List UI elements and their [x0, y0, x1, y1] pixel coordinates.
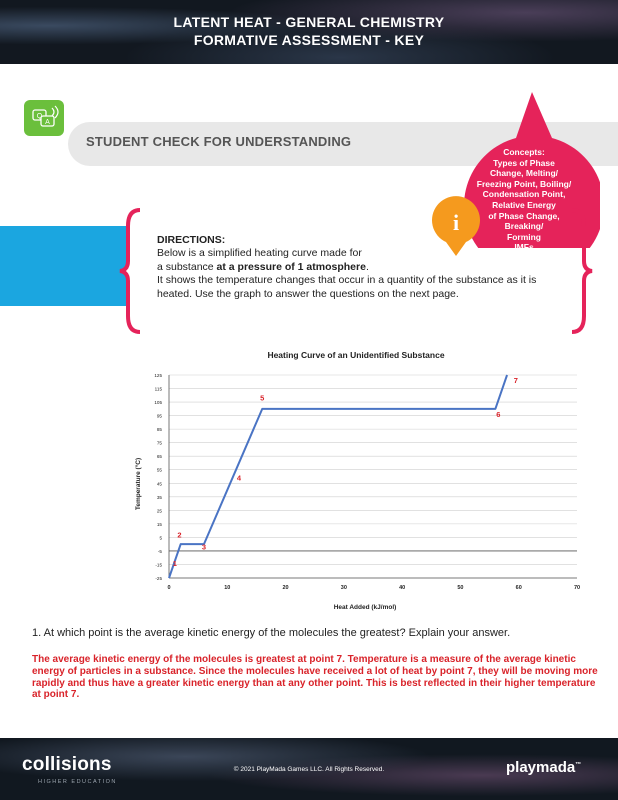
- heating-curve-chart: [128, 342, 588, 624]
- answer-1: The average kinetic energy of the molecules is greatest at point 7. Temperature is a measure of the average kinetic energy of particles in a substance. Since the molecules have received a lot of heat by point 7, they will be moving more rapidly and thus have a greater kinetic energy than at any other point. This is best reflected in their higher temperature at point 7.: [32, 654, 598, 701]
- y-tick-label: 55: [156, 467, 162, 473]
- playmada-text: playmada: [506, 759, 576, 776]
- y-tick-label: 85: [156, 427, 162, 433]
- qa-chat-icon: [24, 100, 64, 136]
- chart-y-ticks: [154, 373, 162, 581]
- header-title-line2: FORMATIVE ASSESSMENT - KEY: [193, 32, 425, 48]
- qa-q-glyph: Q: [36, 113, 43, 120]
- directions-heading: DIRECTIONS:: [157, 234, 226, 246]
- y-tick-label: 15: [156, 521, 162, 527]
- copyright: © 2021 PlayMada Games LLC. All Rights Reserved.: [233, 766, 385, 773]
- y-tick-label: -15: [155, 562, 162, 568]
- y-tick-label: 25: [156, 508, 162, 514]
- point-label: 6: [496, 409, 501, 419]
- y-tick-label: -25: [155, 576, 162, 581]
- point-label: 3: [201, 542, 207, 552]
- y-tick-label: 105: [154, 400, 162, 406]
- section-title: STUDENT CHECK FOR UNDERSTANDING: [86, 134, 352, 149]
- concepts-line: Relative Energy: [492, 199, 556, 210]
- point-label: 2: [177, 530, 182, 540]
- y-tick-label: 75: [156, 440, 162, 446]
- x-tick-label: 20: [282, 585, 289, 591]
- playmada-tm: ™: [575, 762, 582, 768]
- y-tick-label: 125: [154, 373, 162, 378]
- chart-x-ticks: [167, 585, 580, 591]
- x-tick-label: 30: [340, 585, 347, 591]
- chart-y-label: Temperature (°C): [135, 457, 142, 511]
- collisions-logo: collisions: [22, 754, 112, 775]
- chart-series: [169, 375, 507, 578]
- x-tick-label: 70: [573, 585, 581, 591]
- point-label: 4: [236, 473, 242, 483]
- directions-line2: [157, 261, 557, 274]
- concepts-line: Breaking/: [504, 221, 544, 232]
- x-tick-label: 40: [399, 585, 406, 591]
- concepts-line: IMFs: [514, 242, 534, 253]
- y-tick-label: 65: [156, 454, 162, 460]
- point-label: 7: [513, 376, 518, 386]
- playmada-logo: [506, 759, 581, 776]
- left-brace: [118, 206, 148, 336]
- x-tick-label: 50: [457, 585, 464, 591]
- concepts-line: Concepts:: [503, 147, 545, 157]
- directions-line3: It shows the temperature changes that occur in a quantity of the substance as it is heated. Use the graph to answer the questions on the next page.: [157, 274, 537, 300]
- y-tick-label: 115: [154, 386, 162, 392]
- chart-annotations: [173, 376, 518, 568]
- chart-grid: [169, 375, 577, 578]
- concepts-line: Forming: [507, 231, 541, 242]
- question-1: 1. At which point is the average kinetic energy of the molecules the greatest? Explain your answer.: [32, 627, 511, 639]
- qa-a-glyph: A: [45, 119, 50, 126]
- y-tick-label: 95: [156, 413, 162, 419]
- x-tick-label: 60: [515, 585, 522, 591]
- y-tick-label: 45: [156, 481, 162, 487]
- heating-curve-line: [169, 375, 507, 578]
- directions-line1: Below is a simplified heating curve made for: [157, 247, 362, 260]
- point-label: 5: [260, 393, 265, 403]
- y-tick-label: -5: [157, 548, 162, 554]
- x-tick-label: 0: [167, 585, 171, 591]
- accent-block: [0, 226, 126, 306]
- chart-title: Heating Curve of an Unidentified Substance: [267, 350, 445, 360]
- right-brace: [564, 206, 594, 336]
- concepts-line: Change, Melting/: [490, 168, 558, 179]
- directions-line2-bold: at a pressure of 1 atmosphere: [216, 260, 366, 273]
- directions: [157, 234, 557, 301]
- y-tick-label: 5: [159, 535, 162, 541]
- y-tick-label: 35: [156, 494, 162, 500]
- concepts-line: Condensation Point,: [482, 189, 566, 200]
- concepts-line: of Phase Change,: [488, 210, 560, 221]
- chart-x-label: Heat Added (kJ/mol): [333, 604, 397, 611]
- point-label: 1: [172, 558, 177, 568]
- header-title-line1: LATENT HEAT - GENERAL CHEMISTRY: [173, 14, 445, 30]
- concepts-line: Freezing Point, Boiling/: [476, 178, 572, 189]
- directions-line2-plain: a substance: [157, 260, 217, 273]
- concepts-line: Types of Phase: [493, 157, 555, 168]
- qa-badge: [24, 100, 64, 136]
- collisions-logo-sub: HIGHER EDUCATION: [38, 779, 117, 785]
- info-glyph: i: [452, 210, 460, 235]
- x-tick-label: 10: [224, 585, 231, 591]
- directions-line2-end: .: [365, 260, 369, 273]
